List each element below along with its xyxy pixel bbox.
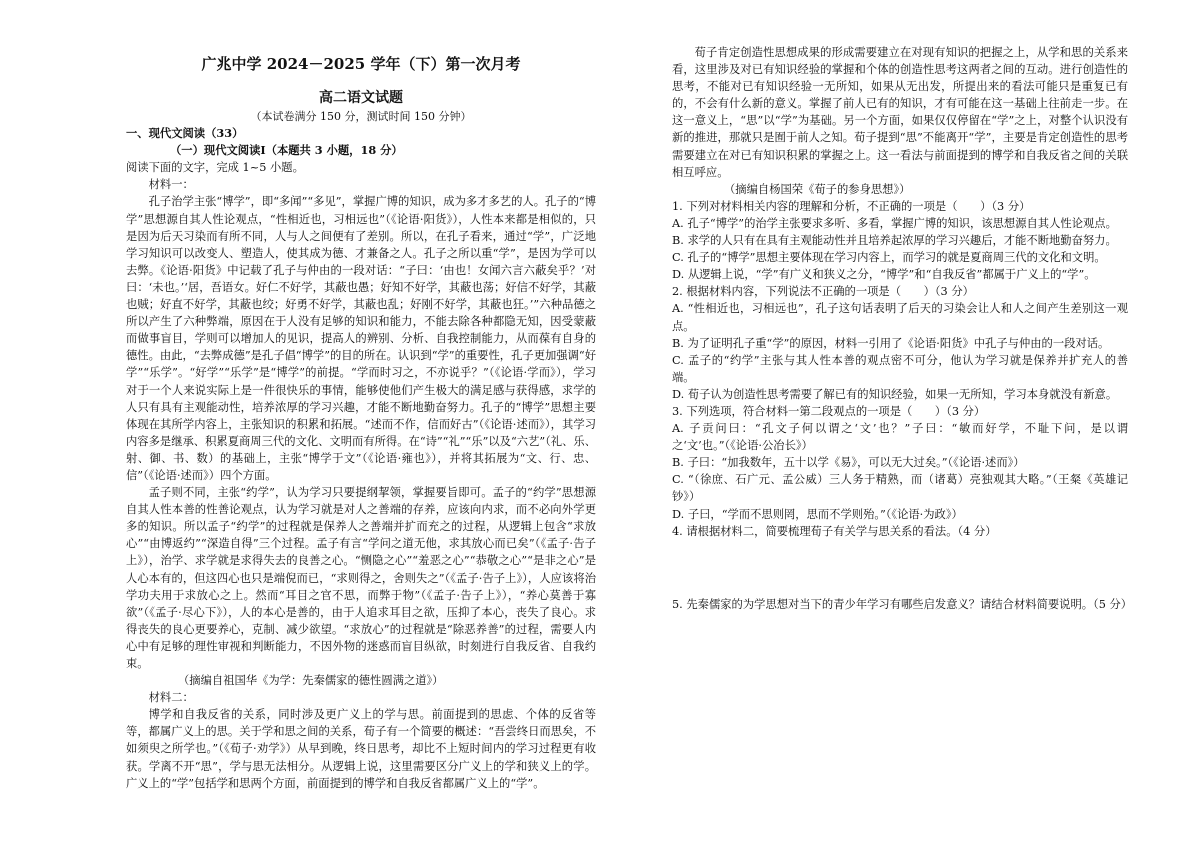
question-2-option-d: D. 荀子认为创造性思考需要了解已有的知识经验，如果一无所知，学习本身就没有新意。 (672, 387, 1118, 401)
question-2 (672, 283, 1128, 403)
question-1-option-d: D. 从逻辑上说，“学”有广义和狭义之分，“博学”和“自我反省”都属于广义上的“学”。 (672, 268, 1096, 282)
answer-space-4 (672, 540, 1128, 596)
question-3-option-a: A. 子贡问曰：“孔文子何以谓之‘文’也？”子曰：“敏而好学，不耻下问，是以谓之‘文’也。”（《论语·公冶长》） (672, 422, 1128, 453)
question-5: 5. 先秦儒家的为学思想对当下的青少年学习有哪些启发意义？请结合材料简要说明。（5 分） (672, 597, 1133, 611)
question-3-stem: 3. 下列选项，符合材料一第二段观点的一项是（ ）（3 分） (672, 404, 986, 418)
material1-source: （摘编自祖国华《为学：先秦儒家的德性圆满之道》） (178, 674, 444, 688)
question-3 (672, 403, 1128, 523)
question-3-option-c: C. “（徐庶、石广元、孟公威）三人务于精熟，而（诸葛）亮独观其大略。”（王粲《英雄记钞》） (672, 473, 1128, 504)
question-3-option-b: B. 子曰：“加我数年，五十以学《易》，可以无大过矣。”（《论语·述而》） (672, 456, 1025, 470)
section-heading: 一、现代文阅读（33） (126, 126, 244, 141)
question-2-option-b: B. 为了证明孔子重“学”的原因，材料一引用了《论语·阳货》中孔子与仲由的一段对话。 (672, 336, 1110, 350)
question-2-option-a: A. “性相近也，习相远也”，孔子这句话表明了后天的习染会让人和人之间产生差别这一观点。 (672, 302, 1128, 333)
material1-para1: 孔子治学主张“博学”，即“多闻”“多见”，掌握广博的知识，成为多才多艺的人。孔子的“博学”思想源自其人性论观点，“性相近也，习相远也”（《论语·阳货》），人性本来都是相似的，只是因为后天习染而有所不同，人与人之间便有了差别。所以，在孔子看来，通过“学”，广泛地学习知识可以改变人、塑造人，使其成为德、才兼备之人。孔子之所以重“学”，是因为学可以去弊。《论语·阳货》中记载了孔子与仲由的一段对话：“子曰：‘由也！女闻六言六蔽矣乎？’对曰：‘未也。’‘居，吾语女。好仁不好学，其蔽也愚；好知不好学，其蔽也荡；好信不好学，其蔽也贼；好直不好学，其蔽也绞；好勇不好学，其蔽也乱；好刚不好学，其蔽也狂。’”六种品德之所以产生了六种弊端，原因在于人没有足够的知识和能力，不能去除各种都隐无知，因受蒙蔽而做事盲目，学则可以增加人的见识，提高人的辨别、分析、自我控制能力，从而葆有自身的德性。由此，“去弊成德”是孔子倡“博学”的目的所在。认识到“学”的重要性，孔子更加强调“好学”“乐学”。“好学”“乐学”是“博学”的前提。“学而时习之，不亦说乎？”（《论语·学而》），学习对于一个人来说实际上是一件很快乐的事情，能够使他们产生极大的满足感与获得感，求学的人只有具有主观能动性，培养浓厚的学习兴趣，才能不断地勤奋努力。孔子的“博学”思想主要体现在其所学内容上，主张知识的积累和拓展。“述而不作，信而好古”（《论语·述而》），其学习内容多是继承、积累夏商周三代的文化、文明而有所得。在“诗”“礼”“乐”以及“六艺”（礼、乐、射、御、书、数）的基础上，主张“博学于文”（《论语·雍也》），并将其拓展为“文、行、忠、信”（《论语·述而》）四个方面。 (126, 195, 596, 482)
question-2-stem: 2. 根据材料内容，下列说法不正确的一项是（ ）（3 分） (672, 285, 974, 299)
right-column (672, 44, 1133, 613)
material1-para2: 孟子则不同，主张“约学”，认为学习只要提纲挈领，掌握要旨即可。孟子的“约学”思想源自其人性本善的性善论观点，认为学习就是对人之善端的存养，应该向内求，而不必向外学更多的知识。所以孟子“约学”的过程就是保养人之善端并扩而充之的过程，从逻辑上包含“求放心”“由博返约”“深造自得”三个过程。孟子有言“学问之道无他，求其放心而已矣”（《孟子·告子上》），治学、求学就是求得失去的良善之心。“恻隐之心”“羞恶之心”“恭敬之心”“是非之心”是人心本有的，但这四心也只是端倪而已，“求则得之，舍则失之”（《孟子·告子上》），人应该将治学功夫用于求放心之上。然而“耳目之官不思，而弊于物”（《孟子·告子上》），“养心莫善于寡欲”（《孟子·尽心下》），人的本心是善的，由于人追求耳目之欲，压抑了本心，丧失了良心。求得丧失的良心更要养心，克制、减少欲望。“求放心”的过程就是“除恶养善”的过程，需要人内心中有足够的理性审视和判断能力，不因外物的迷惑而盲目纵欲，时刻进行自我反省、自我约束。 (126, 486, 596, 670)
subject-title: 高二语文试题 (319, 90, 403, 106)
instruction: 阅读下面的文字，完成 1~5 小题。 (126, 161, 304, 175)
question-1 (672, 198, 1128, 283)
question-1-option-b: B. 求学的人只有在具有主观能动性并且培养起浓厚的学习兴趣后，才能不断地勤奋努力。 (672, 234, 1117, 248)
question-1-stem: 1. 下列对材料相关内容的理解和分析，不正确的一项是（ ）（3 分） (672, 199, 1031, 213)
material1-label: 材料一： (148, 178, 194, 192)
left-column (126, 46, 596, 792)
material2-para2: 荀子肯定创造性思想成果的形成需要建立在对现有知识的把握之上，从学和思的关系来看，这里涉及对已有知识经验的掌握和个体的创造性思考这两者之间的互动。进行创造性的思考，不能对已有知识经验一无所知，如果从无出发，所提出来的看法可能只是重复已有的，不会有什么新的意义。掌握了前人已有的知识，才有可能在这一基础上往前走一步。在这一意义上，“思”以“学”为基础。另一个方面，如果仅仅停留在“学”之上，对整个认识没有新的推进，那就只是囿于前人之知。荀子提到“思”不能离开“学”，主要是肯定创造性的思考需要建立在对已有知识积累的掌握之上。这一看法与前面提到的博学和自我反省之间的关联相互呼应。 (672, 46, 1128, 179)
material2-label: 材料二： (148, 691, 194, 705)
question-4: 4. 请根据材料二，简要梳理荀子有关学与思关系的看法。（4 分） (672, 524, 997, 538)
material2-source: （摘编自杨国荣《荀子的参身思想》） (724, 182, 911, 196)
question-2-option-c: C. 孟子的“约学”主张与其人性本善的观点密不可分，他认为学习就是保养并扩充人的善端。 (672, 353, 1128, 384)
section-subheading: （一）现代文阅读Ⅰ（本题共 3 小题，18 分） (170, 143, 403, 158)
material2-para1: 博学和自我反省的关系，同时涉及更广义上的学与思。前面提到的思虑、个体的反省等等，都属广义上的思。关于学和思之间的关系，荀子有一个简要的概述：“吾尝终日而思矣，不如须臾之所学也。”（《荀子·劝学》）从早到晚，终日思考，却比不上短时间内的学习过程更有收获。学离不开“思”，学与思无法相分。从逻辑上说，这里需要区分广义上的学和狭义上的学。广义上的“学”包括学和思两个方面，前面提到的博学和自我反省都属广义上的“学”。 (126, 708, 596, 790)
exam-title: 广兆中学 2024－2025 学年（下）第一次月考 (201, 55, 521, 73)
question-1-option-a: A. 孔子“博学”的治学主张要求多听、多看，掌握广博的知识，该思想源自其人性论观点。 (672, 216, 1117, 230)
question-1-option-c: C. 孔子的“博学”思想主要体现在学习内容上，而学习的就是夏商周三代的文化和文明。 (672, 251, 1106, 265)
exam-note: （本试卷满分 150 分，测试时间 150 分钟） (250, 110, 472, 123)
question-3-option-d: D. 子曰，“学而不思则罔，思而不学则殆。”（《论语·为政》） (672, 507, 963, 521)
